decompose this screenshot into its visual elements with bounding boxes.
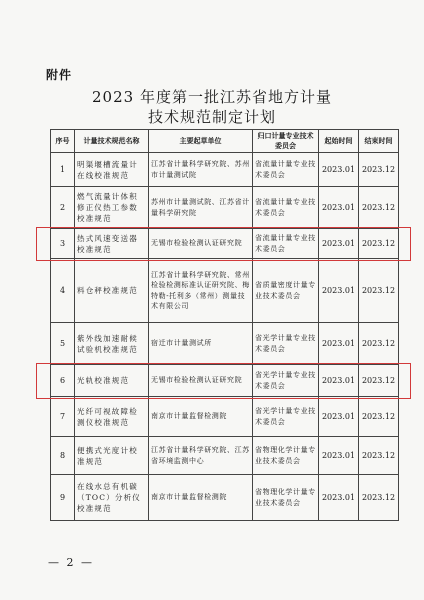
row-start: 2023.01 xyxy=(319,259,359,323)
row-name: 光纤可视故障检测仪校准规范 xyxy=(75,397,149,437)
col-header-committee: 归口计量专业技术委员会 xyxy=(253,130,319,153)
row-no: 7 xyxy=(51,397,75,437)
row-no: 9 xyxy=(51,475,75,521)
row-name: 紫外线加速耐候试验机校准规范 xyxy=(75,323,149,365)
row-committee: 省光学计量专业技术委员会 xyxy=(253,397,319,437)
row-unit: 江苏省计量科学研究院、苏州市计量测试院 xyxy=(149,153,253,187)
col-header-name: 计量技术规范名称 xyxy=(75,130,149,153)
row-end: 2023.12 xyxy=(359,365,399,397)
header-row xyxy=(51,130,399,153)
row-end: 2023.12 xyxy=(359,153,399,187)
table-row xyxy=(51,323,399,365)
table-row xyxy=(51,187,399,229)
table-row xyxy=(51,365,399,397)
row-unit: 宿迁市计量测试所 xyxy=(149,323,253,365)
col-header-no: 序号 xyxy=(51,130,75,153)
row-name: 热式风速变送器校准规范 xyxy=(75,229,149,259)
row-end: 2023.12 xyxy=(359,229,399,259)
row-unit: 苏州市计量测试院、江苏省计量科学研究院 xyxy=(149,187,253,229)
row-unit: 无锡市检验检测认证研究院 xyxy=(149,365,253,397)
row-committee: 省流量计量专业技术委员会 xyxy=(253,153,319,187)
row-start: 2023.01 xyxy=(319,153,359,187)
row-name: 料仓秤校准规范 xyxy=(75,259,149,323)
table-row xyxy=(51,397,399,437)
row-start: 2023.01 xyxy=(319,229,359,259)
table-row xyxy=(51,475,399,521)
table-row xyxy=(51,437,399,475)
row-no: 5 xyxy=(51,323,75,365)
row-no: 2 xyxy=(51,187,75,229)
col-header-start: 起始时间 xyxy=(319,130,359,153)
row-committee: 省流量计量专业技术委员会 xyxy=(253,229,319,259)
row-start: 2023.01 xyxy=(319,365,359,397)
row-unit: 江苏省计量科学研究院、江苏省环境监测中心 xyxy=(149,437,253,475)
row-name: 在线水总有机碳（TOC）分析仪校准规范 xyxy=(75,475,149,521)
row-name: 明渠堰槽流量计在线校准规范 xyxy=(75,153,149,187)
page-number: — 2 — xyxy=(48,556,94,569)
row-end: 2023.12 xyxy=(359,259,399,323)
row-committee: 省光学计量专业技术委员会 xyxy=(253,365,319,397)
row-no: 1 xyxy=(51,153,75,187)
row-end: 2023.12 xyxy=(359,475,399,521)
row-end: 2023.12 xyxy=(359,323,399,365)
table-row xyxy=(51,229,399,259)
title-line-1: 2023 年度第一批江苏省地方计量 xyxy=(92,88,332,106)
row-start: 2023.01 xyxy=(319,323,359,365)
row-committee: 省物理化学计量专业技术委员会 xyxy=(253,437,319,475)
table-row xyxy=(51,259,399,323)
title-line-2: 技术规范制定计划 xyxy=(147,108,276,126)
row-end: 2023.12 xyxy=(359,437,399,475)
row-no: 6 xyxy=(51,365,75,397)
row-start: 2023.01 xyxy=(319,475,359,521)
row-committee: 省质量密度计量专业技术委员会 xyxy=(253,259,319,323)
plan-table xyxy=(50,129,399,521)
row-start: 2023.01 xyxy=(319,437,359,475)
row-unit: 无锡市检验检测认证研究院 xyxy=(149,229,253,259)
row-end: 2023.12 xyxy=(359,187,399,229)
row-committee: 省光学计量专业技术委员会 xyxy=(253,323,319,365)
row-start: 2023.01 xyxy=(319,397,359,437)
col-header-unit: 主要起草单位 xyxy=(149,130,253,153)
table-row xyxy=(51,153,399,187)
row-unit: 南京市计量监督检测院 xyxy=(149,475,253,521)
row-no: 4 xyxy=(51,259,75,323)
row-unit: 南京市计量监督检测院 xyxy=(149,397,253,437)
row-start: 2023.01 xyxy=(319,187,359,229)
row-name: 光轨校准规范 xyxy=(75,365,149,397)
row-no: 8 xyxy=(51,437,75,475)
row-no: 3 xyxy=(51,229,75,259)
row-name: 燃气流量计体积修正仪热工参数校准规范 xyxy=(75,187,149,229)
row-end: 2023.12 xyxy=(359,397,399,437)
row-committee: 省物理化学计量专业技术委员会 xyxy=(253,475,319,521)
row-unit: 江苏省计量科学研究院、常州检验检测标准认证研究院、梅特勒-托利多（常州）测量技术有限公司 xyxy=(149,259,253,323)
attachment-label: 附件 xyxy=(46,68,73,82)
row-name: 便携式光度计校准规范 xyxy=(75,437,149,475)
col-header-end: 结束时间 xyxy=(359,130,399,153)
row-committee: 省流量计量专业技术委员会 xyxy=(253,187,319,229)
